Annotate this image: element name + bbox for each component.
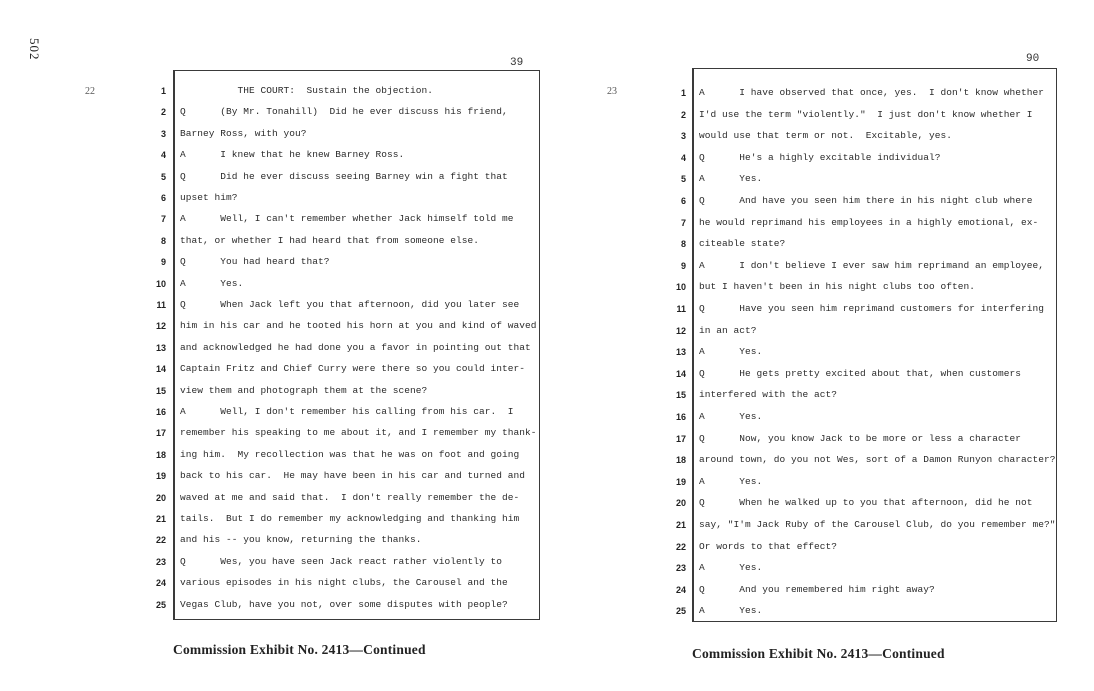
right-exhibit-caption: Commission Exhibit No. 2413—Continued xyxy=(692,646,945,661)
line-number: 8 xyxy=(160,235,166,246)
left-margin-number: 22 xyxy=(85,86,95,97)
left-page-number: 39 xyxy=(510,57,524,69)
transcript-line: Q You had heard that? xyxy=(180,256,330,268)
line-number: 4 xyxy=(160,150,166,161)
line-number: 22 xyxy=(155,535,166,546)
line-number: 20 xyxy=(155,492,166,503)
transcript-line: citeable state? xyxy=(699,238,786,250)
line-number: 25 xyxy=(675,606,686,617)
transcript-line: A Yes. xyxy=(699,562,763,574)
transcript-line: Vegas Club, have you not, over some disputes with people? xyxy=(180,598,508,610)
line-number: 17 xyxy=(155,428,166,439)
transcript-line: would use that term or not. Excitable, yes. xyxy=(699,130,953,142)
line-number: 13 xyxy=(675,347,686,358)
line-number: 6 xyxy=(160,193,166,203)
line-number: 18 xyxy=(675,455,686,466)
transcript-line: Captain Fritz and Chief Curry were there so you could inter- xyxy=(180,363,526,375)
left-exhibit-caption: Commission Exhibit No. 2413—Continued xyxy=(173,642,426,657)
transcript-line: Q Did he ever discuss seeing Barney win a fight that xyxy=(180,170,508,182)
transcript-line: he would reprimand his employees in a highly emotional, ex- xyxy=(699,216,1039,228)
transcript-line: around town, do you not Wes, sort of a Damon Runyon character? xyxy=(699,454,1056,466)
line-number: 9 xyxy=(680,260,686,271)
line-number: 11 xyxy=(676,304,686,314)
line-number: 1 xyxy=(680,88,686,98)
line-number: 19 xyxy=(675,476,686,487)
line-number: 19 xyxy=(155,471,166,482)
line-number: 12 xyxy=(675,325,686,336)
transcript-line: THE COURT: Sustain the objection. xyxy=(180,85,434,96)
transcript-line: Or words to that effect? xyxy=(699,540,838,552)
transcript-line: A Yes. xyxy=(699,475,763,487)
line-number: 20 xyxy=(675,498,686,509)
line-number: 13 xyxy=(155,342,166,353)
transcript-line: A I knew that he knew Barney Ross. xyxy=(180,149,405,161)
transcript-line: A I have observed that once, yes. I don't know whether xyxy=(699,87,1045,98)
transcript-line: Q When Jack left you that afternoon, did you later see xyxy=(180,299,520,310)
line-number: 21 xyxy=(155,514,166,524)
transcript-line: I'd use the term "violently." I just don't know whether I xyxy=(699,108,1033,120)
transcript-line: Q Wes, you have seen Jack react rather violently to xyxy=(180,555,503,567)
line-number: 10 xyxy=(155,278,166,289)
transcript-line: A Yes. xyxy=(180,277,244,289)
line-number: 7 xyxy=(160,214,166,225)
line-number: 7 xyxy=(680,217,686,228)
line-number: 14 xyxy=(155,364,166,375)
transcript-line: and acknowledged he had done you a favor in pointing out that xyxy=(180,341,531,353)
line-number: 23 xyxy=(155,556,166,567)
transcript-line: say, "I'm Jack Ruby of the Carousel Club, do you remember me?" xyxy=(699,519,1056,530)
transcript-line: A I don't believe I ever saw him reprimand an employee, xyxy=(699,259,1045,271)
transcript-line: remember his speaking to me about it, and I remember my thank- xyxy=(180,427,537,439)
line-number: 14 xyxy=(675,368,686,379)
line-number: 24 xyxy=(675,584,686,595)
transcript-line: Q Now, you know Jack to be more or less a character xyxy=(699,432,1022,444)
transcript-line: various episodes in his night clubs, the Carousel and the xyxy=(180,577,508,589)
right-page-number: 90 xyxy=(1026,53,1040,65)
line-number: 23 xyxy=(675,563,686,574)
transcript-line: waved at me and said that. I don't really remember the de- xyxy=(180,491,520,503)
line-number: 18 xyxy=(155,449,166,460)
right-margin-number: 23 xyxy=(607,86,617,97)
transcript-line: in an act? xyxy=(699,324,757,336)
transcript-line: A Yes. xyxy=(699,173,763,185)
transcript-line: Q When he walked up to you that afternoon, did he not xyxy=(699,497,1033,509)
transcript-line: but I haven't been in his night clubs too often. xyxy=(699,281,976,293)
transcript-line: A Well, I don't remember his calling from his car. I xyxy=(180,406,514,417)
line-number: 1 xyxy=(160,86,166,96)
transcript-line: view them and photograph them at the scene? xyxy=(180,384,428,396)
sheet-page-number: 502 xyxy=(27,38,42,61)
line-number: 25 xyxy=(155,599,166,610)
transcript-line: ing him. My recollection was that he was on foot and going xyxy=(180,448,520,460)
transcript-line: Q He's a highly excitable individual? xyxy=(699,151,941,163)
transcript-line: interfered with the act? xyxy=(699,389,838,401)
line-number: 15 xyxy=(675,390,686,401)
transcript-line: A Yes. xyxy=(699,346,763,358)
transcript-line: A Yes. xyxy=(699,411,763,422)
line-number: 5 xyxy=(680,174,686,185)
transcript-line: upset him? xyxy=(180,192,238,203)
line-number: 3 xyxy=(680,131,686,142)
transcript-line: and his -- you know, returning the thanks. xyxy=(180,534,422,546)
transcript-line: Q (By Mr. Tonahill) Did he ever discuss his friend, xyxy=(180,106,508,118)
line-number: 2 xyxy=(680,109,686,120)
line-number: 6 xyxy=(680,196,686,206)
line-number: 3 xyxy=(160,128,166,139)
transcript-line: Q Have you seen him reprimand customers for interfering xyxy=(699,303,1045,314)
transcript-line: A Yes. xyxy=(699,605,763,617)
line-number: 21 xyxy=(675,520,686,530)
transcript-line: him in his car and he tooted his horn at you and kind of waved xyxy=(180,320,537,332)
line-number: 10 xyxy=(675,282,686,293)
line-number: 12 xyxy=(155,321,166,332)
transcript-line: Barney Ross, with you? xyxy=(180,127,307,139)
line-number: 22 xyxy=(675,541,686,552)
transcript-line: A Well, I can't remember whether Jack himself told me xyxy=(180,213,514,225)
line-number: 5 xyxy=(160,171,166,182)
transcript-line: back to his car. He may have been in his car and turned and xyxy=(180,470,526,482)
line-number: 11 xyxy=(156,300,166,310)
line-number: 4 xyxy=(680,152,686,163)
transcript-line: Q And have you seen him there in his night club where xyxy=(699,195,1033,206)
line-number: 24 xyxy=(155,578,166,589)
line-number: 16 xyxy=(155,407,166,417)
line-number: 15 xyxy=(155,385,166,396)
line-number: 8 xyxy=(680,239,686,250)
transcript-line: Q He gets pretty excited about that, when customers xyxy=(699,367,1022,379)
transcript-line: that, or whether I had heard that from someone else. xyxy=(180,234,480,246)
transcript-line: Q And you remembered him right away? xyxy=(699,583,935,595)
line-number: 9 xyxy=(160,257,166,268)
line-number: 2 xyxy=(160,107,166,118)
line-number: 16 xyxy=(675,412,686,422)
transcript-line: tails. But I do remember my acknowledging and thanking him xyxy=(180,513,520,524)
line-number: 17 xyxy=(675,433,686,444)
